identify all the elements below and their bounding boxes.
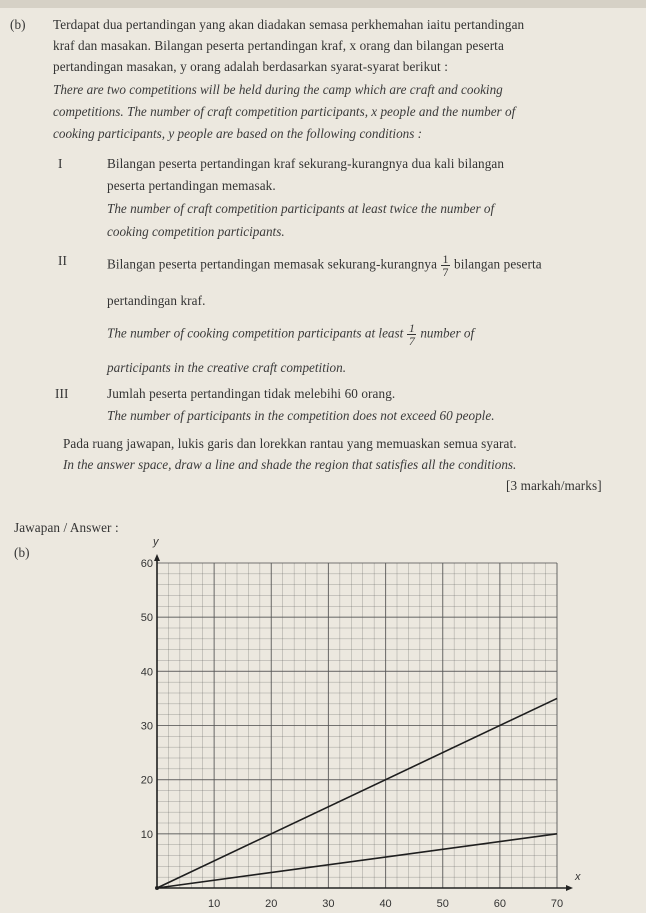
intro-en-line-3: cooking participants, y people are based on the following conditions :: [53, 126, 423, 141]
graph-grid: [157, 563, 557, 888]
question-part-label: (b): [10, 17, 26, 32]
x-tick-label: 60: [493, 898, 506, 910]
condition-3-ms: Jumlah peserta pertandingan tidak melebihi 60 orang.: [107, 386, 396, 401]
y-tick-label: 60: [140, 558, 153, 570]
fraction-one-seventh: $\frac{1}{7}$: [442, 252, 449, 279]
y-axis-label: y: [153, 536, 159, 548]
x-tick-label: 20: [265, 898, 278, 910]
condition-3-number: III: [55, 386, 69, 401]
condition-2-number: II: [58, 253, 67, 268]
x-axis-label: x: [575, 871, 581, 883]
condition-1-ms-line-1: Bilangan peserta pertandingan kraf sekurang-kurangnya dua kali bilangan: [107, 156, 505, 171]
fraction-one-seventh-en: $\frac{1}{7}$: [408, 321, 415, 348]
x-tick-label: 40: [379, 898, 392, 910]
x-tick-label: 10: [208, 898, 221, 910]
x-axis-arrow: [566, 885, 573, 891]
condition-2-en-line-2: participants in the creative craft competition.: [107, 360, 347, 375]
intro-ms-line-1: Terdapat dua pertandingan yang akan diadakan semasa perkhemahan iaitu pertandingan: [53, 17, 525, 32]
intro-en-line-1: There are two competitions will be held during the camp which are craft and cooking: [53, 82, 503, 97]
condition-1-number: I: [58, 156, 63, 171]
answer-part-label: (b): [14, 545, 30, 560]
y-tick-label: 20: [140, 774, 153, 787]
y-tick-label: 10: [140, 828, 153, 841]
x-tick-label: 50: [436, 898, 449, 910]
instruction-en: In the answer space, draw a line and shade the region that satisfies all the conditions.: [63, 457, 517, 472]
marks-label: [3 markah/marks]: [506, 478, 602, 493]
condition-2-ms-line-1: Bilangan peserta pertandingan memasak sekurang-kurangnya $\frac{1}{7}$ bilangan peserta: [107, 252, 542, 279]
graph-tick-labels: [141, 536, 581, 910]
x-tick-label: 70: [550, 898, 564, 910]
condition-3-en: The number of participants in the competition does not exceed 60 people.: [107, 408, 495, 423]
x-tick-label: 30: [322, 898, 335, 910]
series-line-2: [157, 834, 557, 888]
series-line-1: [157, 698, 557, 888]
instruction-ms: Pada ruang jawapan, lukis garis dan lorekkan rantau yang memuaskan semua syarat.: [63, 436, 517, 451]
intro-ms-line-2: kraf dan masakan. Bilangan peserta pertandingan kraf, x orang dan bilangan peserta: [53, 38, 504, 53]
answer-heading: Jawapan / Answer :: [14, 520, 119, 535]
y-tick-label: 50: [140, 612, 153, 625]
intro-ms-line-3: pertandingan masakan, y orang adalah berdasarkan syarat-syarat berikut :: [53, 59, 448, 74]
graph-series: [157, 698, 557, 888]
condition-1-ms-line-2: peserta pertandingan memasak.: [107, 178, 276, 193]
condition-2-ms-line-2: pertandingan kraf.: [107, 293, 206, 308]
y-tick-label: 30: [140, 720, 153, 733]
y-tick-label: 40: [140, 666, 153, 679]
intro-en-line-2: competitions. The number of craft competition participants, x people and the number of: [53, 104, 516, 119]
y-axis-arrow: [154, 554, 160, 561]
condition-1-en-line-1: The number of craft competition participants at least twice the number of: [107, 201, 495, 216]
condition-1-en-line-2: cooking competition participants.: [107, 224, 285, 239]
condition-2-en-line-1: The number of cooking competition participants at least $\frac{1}{7}$ number of: [107, 321, 475, 348]
